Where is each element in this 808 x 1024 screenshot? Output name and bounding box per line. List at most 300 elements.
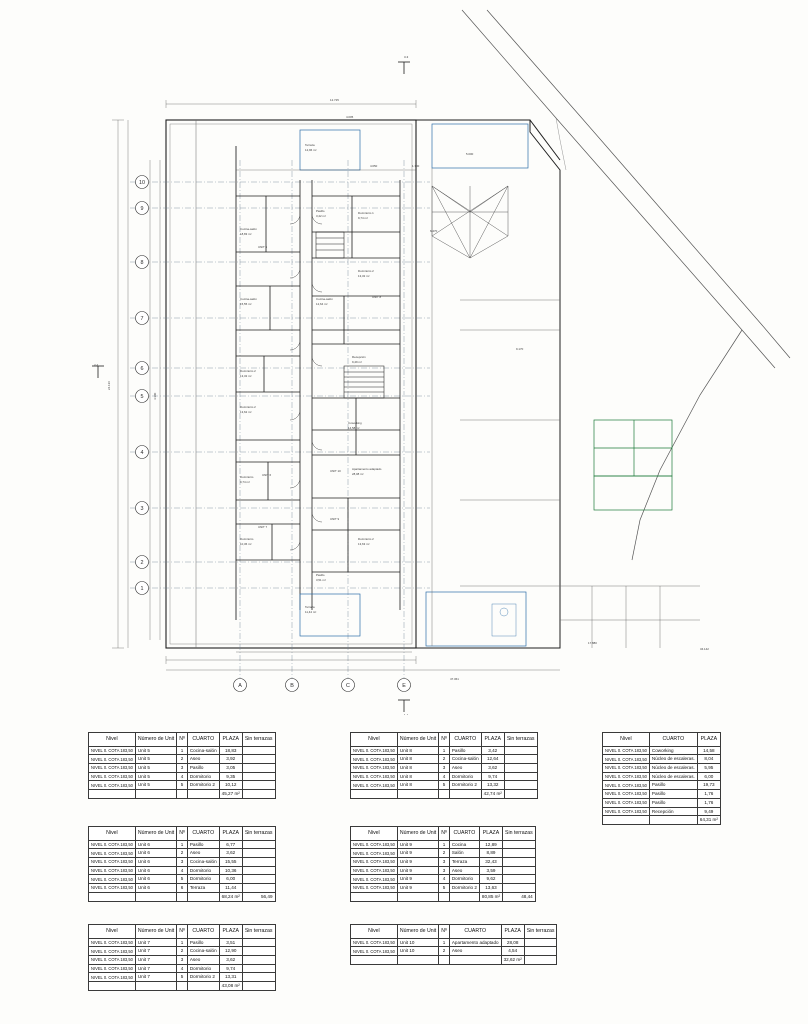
cell-number: 3: [177, 763, 188, 772]
cell-area: 18,83: [219, 746, 242, 755]
cell-room: Dormitorio: [449, 772, 481, 781]
svg-text:UNIT 6: UNIT 6: [262, 473, 272, 477]
cell-sin-terrazas: [242, 955, 275, 964]
cell-number: 1: [439, 840, 450, 849]
cell-room: Pasillo: [649, 798, 697, 807]
svg-text:28,08 m²: 28,08 m²: [352, 472, 364, 476]
table-row: [351, 763, 538, 772]
table-header-cell: Nº: [177, 925, 188, 939]
cell-area: 8,89: [479, 849, 502, 858]
table-row: [603, 790, 721, 799]
table-row: [603, 755, 721, 764]
cell-sin-terrazas: [524, 947, 557, 956]
cell-number: 2: [439, 755, 450, 764]
cell-number: 4: [439, 772, 450, 781]
cell-area: 10,12: [219, 781, 242, 790]
table-row: [351, 857, 536, 866]
cell-sin-terrazas: [242, 746, 275, 755]
svg-text:Dormitorio 2: Dormitorio 2: [240, 369, 256, 373]
cell-area: 3,62: [219, 849, 242, 858]
table-header-cell: PLAZA: [697, 733, 720, 747]
cell-room: Núcleo de escaleras.: [649, 763, 697, 772]
svg-text:UNIT 10: UNIT 10: [330, 469, 341, 473]
cell-nivel: NIVEL 0. COTA 183,50: [351, 746, 398, 755]
table-header-cell: Sin terrazas: [503, 827, 536, 841]
cell-unit: Unit 7: [135, 938, 176, 947]
cell-sin-terrazas: [503, 849, 536, 858]
svg-text:18,83 m²: 18,83 m²: [240, 232, 252, 236]
table-header-cell: CUARTO: [187, 733, 219, 747]
cell-sin-terrazas: [504, 755, 537, 764]
cell-nivel: NIVEL 0. COTA 183,50: [351, 755, 398, 764]
svg-text:3-3: 3-3: [404, 55, 409, 59]
table-header-cell: Nivel: [603, 733, 650, 747]
svg-text:47.361: 47.361: [450, 677, 459, 681]
cell-total: 80,85 m²: [479, 892, 502, 901]
svg-text:34.142: 34.142: [700, 647, 709, 651]
svg-text:6.470: 6.470: [430, 229, 438, 233]
cell-number: 5: [177, 875, 188, 884]
cell-sin-terrazas: [242, 884, 275, 893]
svg-text:13,32 m²: 13,32 m²: [240, 374, 252, 378]
table-total-row: [351, 955, 557, 964]
svg-text:Dormitorio: Dormitorio: [240, 537, 254, 541]
cell-area: 3,51: [219, 938, 242, 947]
cell-number: 5: [177, 973, 188, 982]
cell-sin-terrazas: [242, 772, 275, 781]
cell-room: Cocina-salón: [187, 947, 219, 956]
cell-room: Aseo: [449, 866, 479, 875]
cell-nivel: NIVEL 0. COTA 183,50: [89, 857, 136, 866]
table-header-cell: Sin terrazas: [242, 827, 275, 841]
cell-nivel: NIVEL 0. COTA 183,50: [351, 840, 398, 849]
cell-nivel: NIVEL 0. COTA 183,50: [351, 875, 398, 884]
table-row: [89, 947, 276, 956]
cell-room: Pasillo: [187, 763, 219, 772]
cell-room: Aseo: [187, 755, 219, 764]
cell-room: Salón: [449, 849, 479, 858]
cell-area: 11,44: [219, 884, 242, 893]
cell-total: 64,31 m²: [697, 816, 720, 825]
svg-text:17.880: 17.880: [588, 641, 597, 645]
table-header-cell: Sin terrazas: [242, 733, 275, 747]
cell-area: 9,62: [479, 875, 502, 884]
svg-text:9,74 m²: 9,74 m²: [358, 216, 368, 220]
cell-unit: Unit 10: [397, 938, 438, 947]
svg-text:Cocina-salón: Cocina-salón: [240, 297, 257, 301]
table-header-cell: Sin terrazas: [504, 733, 537, 747]
cell-area: 3,62: [219, 955, 242, 964]
table-unit-5: [88, 732, 276, 799]
cell-area: 12,89: [479, 840, 502, 849]
cell-number: 1: [177, 746, 188, 755]
cell-area: 13,32: [481, 781, 504, 790]
table-unit-6: [88, 826, 276, 902]
cell-nivel: NIVEL 0. COTA 183,50: [603, 807, 650, 816]
svg-text:Dormitorio 2: Dormitorio 2: [240, 405, 256, 409]
cell-unit: Unit 9: [397, 875, 438, 884]
svg-text:Cocina-salón: Cocina-salón: [316, 297, 333, 301]
cell-number: 4: [177, 964, 188, 973]
table-header-cell: Nº: [439, 827, 450, 841]
cell-area: 5,95: [697, 763, 720, 772]
cell-number: 4: [177, 866, 188, 875]
cell-sin-terrazas: [242, 973, 275, 982]
cell-sin-terrazas: [503, 866, 536, 875]
svg-text:6: 6: [140, 366, 144, 372]
cell-sin-terrazas: [504, 781, 537, 790]
svg-text:Terraza: Terraza: [305, 605, 315, 609]
cell-area: 12,90: [219, 947, 242, 956]
cell-nivel: NIVEL 0. COTA 183,50: [603, 781, 650, 790]
table-header-cell: Nivel: [351, 925, 398, 939]
table-header-cell: Nivel: [89, 925, 136, 939]
cell-room: Cocina-salón: [187, 857, 219, 866]
cell-sin-terrazas: [503, 857, 536, 866]
cell-number: 5: [439, 781, 450, 790]
table-row: [89, 964, 276, 973]
cell-nivel: NIVEL 0. COTA 183,50: [89, 746, 136, 755]
cell-sin-terrazas: [242, 947, 275, 956]
cell-nivel: NIVEL 0. COTA 183,50: [89, 964, 136, 973]
table-row: [351, 875, 536, 884]
svg-text:Apartamento adaptado: Apartamento adaptado: [352, 467, 382, 471]
cell-total-sin: [242, 790, 275, 799]
cell-room: Terraza: [449, 857, 479, 866]
table-row: [351, 884, 536, 893]
svg-text:24.136: 24.136: [107, 381, 111, 390]
cell-number: 2: [177, 755, 188, 764]
table-row: [351, 938, 557, 947]
table-header-cell: PLAZA: [219, 733, 242, 747]
schedule-tables: [0, 718, 808, 1024]
table-row: [603, 772, 721, 781]
svg-text:3,42 m²: 3,42 m²: [316, 214, 326, 218]
table-row: [89, 763, 276, 772]
cell-sin-terrazas: [503, 884, 536, 893]
cell-sin-terrazas: [524, 938, 557, 947]
table-header-cell: Sin terrazas: [524, 925, 557, 939]
svg-text:B: B: [290, 683, 294, 689]
table-header-cell: CUARTO: [449, 925, 501, 939]
table-header-cell: Número de Unit: [397, 925, 438, 939]
svg-text:7: 7: [140, 316, 144, 322]
cell-area: 32,43: [479, 857, 502, 866]
cell-sin-terrazas: [242, 781, 275, 790]
svg-text:4.300: 4.300: [153, 392, 157, 400]
cell-unit: Unit 5: [135, 755, 176, 764]
cell-sin-terrazas: [242, 964, 275, 973]
cell-area: 3,62: [481, 763, 504, 772]
table-total-row: [89, 892, 276, 901]
cell-nivel: NIVEL 0. COTA 183,50: [89, 955, 136, 964]
cell-room: Aseo: [449, 763, 481, 772]
table-row: [603, 798, 721, 807]
cell-sin-terrazas: [504, 746, 537, 755]
table-row: [89, 973, 276, 982]
cell-unit: Unit 10: [397, 947, 438, 956]
cell-nivel: NIVEL 0. COTA 183,50: [351, 866, 398, 875]
table-header-cell: Nº: [177, 733, 188, 747]
cell-nivel: NIVEL 0. COTA 183,50: [89, 947, 136, 956]
cell-area: 15,55: [219, 857, 242, 866]
cell-unit: Unit 7: [135, 955, 176, 964]
cell-total: 32,62 m²: [501, 955, 524, 964]
svg-text:1.700: 1.700: [412, 164, 420, 168]
cell-nivel: NIVEL 0. COTA 183,50: [89, 840, 136, 849]
cell-total: 45,27 m²: [219, 790, 242, 799]
cell-area: 3,92: [219, 755, 242, 764]
cell-room: Aseo: [187, 955, 219, 964]
table-row: [89, 840, 276, 849]
cell-sin-terrazas: [504, 772, 537, 781]
cell-unit: Unit 9: [397, 857, 438, 866]
cell-area: 1,76: [697, 798, 720, 807]
table-row: [89, 875, 276, 884]
cell-unit: Unit 8: [397, 781, 438, 790]
cell-nivel: NIVEL 0. COTA 183,50: [351, 763, 398, 772]
svg-text:5: 5: [140, 394, 144, 400]
cell-area: 8,04: [697, 755, 720, 764]
svg-text:10,36 m²: 10,36 m²: [240, 542, 252, 546]
svg-text:12,96 m²: 12,96 m²: [305, 148, 317, 152]
cell-unit: Unit 9: [397, 840, 438, 849]
cell-room: Aseo: [187, 849, 219, 858]
svg-text:C: C: [346, 683, 350, 689]
table-common-areas: [602, 732, 721, 825]
cell-area: 13,63: [479, 884, 502, 893]
cell-nivel: NIVEL 0. COTA 183,50: [351, 947, 398, 956]
svg-text:8: 8: [140, 260, 144, 266]
cell-number: 5: [439, 884, 450, 893]
cell-total: 42,74 m²: [481, 790, 504, 799]
table-row: [351, 772, 538, 781]
cell-area: 14,58: [697, 746, 720, 755]
cell-nivel: NIVEL 0. COTA 183,50: [603, 772, 650, 781]
svg-text:1: 1: [140, 586, 144, 592]
svg-text:13,32 m²: 13,32 m²: [358, 274, 370, 278]
cell-room: Coworking: [649, 746, 697, 755]
cell-sin-terrazas: [242, 849, 275, 858]
table-row: [89, 866, 276, 875]
table-total-row: [351, 892, 536, 901]
cell-number: 3: [177, 857, 188, 866]
cell-area: 6,00: [219, 875, 242, 884]
cell-unit: Unit 6: [135, 857, 176, 866]
cell-total: 68,24 m²: [219, 892, 242, 901]
cell-room: Apartamento adaptado: [449, 938, 501, 947]
cell-number: 6: [177, 884, 188, 893]
table-unit-9: [350, 826, 536, 902]
cell-number: 2: [439, 849, 450, 858]
svg-text:4.005: 4.005: [346, 115, 354, 119]
cell-number: 4: [177, 772, 188, 781]
svg-text:E: E: [402, 683, 406, 689]
cell-room: Núcleo de escaleras.: [649, 772, 697, 781]
table-row: [89, 884, 276, 893]
table-total-row: [89, 982, 276, 991]
cell-total-sin: 56,49: [242, 892, 275, 901]
cell-sin-terrazas: [504, 763, 537, 772]
cell-area: 1,76: [697, 790, 720, 799]
cell-sin-terrazas: [242, 866, 275, 875]
cell-room: Dormitorio: [449, 875, 479, 884]
cell-room: Dormitorio: [187, 875, 219, 884]
table-total-row: [351, 790, 538, 799]
svg-text:3: 3: [140, 506, 144, 512]
cell-unit: Unit 5: [135, 763, 176, 772]
cell-nivel: NIVEL 0. COTA 183,50: [89, 772, 136, 781]
svg-text:2: 2: [140, 560, 144, 566]
table-header-cell: Número de Unit: [397, 827, 438, 841]
cell-number: 2: [177, 849, 188, 858]
cell-area: 9,74: [219, 964, 242, 973]
cell-room: Pasillo: [449, 746, 481, 755]
cell-unit: Unit 8: [397, 763, 438, 772]
table-header-cell: Sin terrazas: [242, 925, 275, 939]
cell-unit: Unit 5: [135, 772, 176, 781]
cell-unit: Unit 6: [135, 866, 176, 875]
cell-unit: Unit 6: [135, 884, 176, 893]
svg-text:9: 9: [140, 206, 144, 212]
cell-nivel: NIVEL 0. COTA 183,50: [603, 798, 650, 807]
table-header-cell: CUARTO: [187, 827, 219, 841]
table-row: [603, 746, 721, 755]
svg-text:9,74 m²: 9,74 m²: [240, 480, 250, 484]
cell-number: 1: [177, 938, 188, 947]
cell-room: Aseo: [449, 947, 501, 956]
cell-unit: Unit 7: [135, 973, 176, 982]
cell-nivel: NIVEL 0. COTA 183,50: [89, 973, 136, 982]
svg-text:12,64 m²: 12,64 m²: [316, 302, 328, 306]
svg-text:A: A: [238, 683, 242, 689]
cell-nivel: NIVEL 0. COTA 183,50: [603, 790, 650, 799]
cell-number: 3: [177, 955, 188, 964]
cell-room: Dormitorio 2: [449, 884, 479, 893]
cell-unit: Unit 6: [135, 875, 176, 884]
cell-unit: Unit 9: [397, 866, 438, 875]
table-total-row: [89, 790, 276, 799]
cell-unit: Unit 7: [135, 947, 176, 956]
svg-text:UNIT 8: UNIT 8: [372, 295, 382, 299]
svg-text:10: 10: [139, 180, 145, 186]
table-row: [89, 955, 276, 964]
cell-unit: Unit 9: [397, 884, 438, 893]
table-header-cell: PLAZA: [219, 925, 242, 939]
svg-text:UNIT 9: UNIT 9: [330, 517, 340, 521]
table-header-cell: Número de Unit: [397, 733, 438, 747]
cell-area: 4,54: [501, 947, 524, 956]
cell-area: 13,31: [219, 973, 242, 982]
table-row: [351, 849, 536, 858]
table-unit-7: [88, 924, 276, 991]
cell-area: 9,74: [481, 772, 504, 781]
cell-unit: Unit 6: [135, 849, 176, 858]
cell-nivel: NIVEL 0. COTA 183,50: [89, 866, 136, 875]
cell-area: 28,08: [501, 938, 524, 947]
cell-sin-terrazas: [242, 857, 275, 866]
svg-text:1-1: 1-1: [404, 713, 409, 715]
svg-text:Dormitorio: Dormitorio: [240, 475, 254, 479]
cell-nivel: NIVEL 0. COTA 183,50: [603, 755, 650, 764]
cell-room: Terraza: [187, 884, 219, 893]
table-header-cell: Nivel: [351, 733, 398, 747]
cell-nivel: NIVEL 0. COTA 183,50: [351, 772, 398, 781]
table-row: [351, 947, 557, 956]
cell-area: 9,49: [697, 807, 720, 816]
cell-nivel: NIVEL 0. COTA 183,50: [351, 781, 398, 790]
table-header-cell: CUARTO: [187, 925, 219, 939]
cell-nivel: NIVEL 0. COTA 183,50: [89, 938, 136, 947]
cell-unit: Unit 5: [135, 746, 176, 755]
cell-room: Dormitorio: [187, 772, 219, 781]
cell-total: 43,08 m²: [219, 982, 242, 991]
svg-text:Cocina-salón: Cocina-salón: [240, 227, 257, 231]
cell-sin-terrazas: [503, 840, 536, 849]
cell-nivel: NIVEL 0. COTA 183,50: [351, 857, 398, 866]
table-header-cell: Nº: [439, 733, 450, 747]
svg-text:Dormitorio 2: Dormitorio 2: [358, 269, 374, 273]
cell-nivel: NIVEL 0. COTA 183,50: [89, 781, 136, 790]
cell-area: 6,00: [697, 772, 720, 781]
cell-room: Cocina-salón: [449, 755, 481, 764]
svg-text:14,58 m²: 14,58 m²: [348, 426, 360, 430]
cell-nivel: NIVEL 0. COTA 183,50: [603, 746, 650, 755]
table-header-cell: Nº: [177, 827, 188, 841]
cell-sin-terrazas: [242, 755, 275, 764]
svg-text:Terraza: Terraza: [305, 143, 315, 147]
svg-text:Recepción: Recepción: [352, 355, 366, 359]
svg-text:5.000: 5.000: [466, 152, 474, 156]
table-row: [89, 755, 276, 764]
cell-room: Núcleo de escaleras.: [649, 755, 697, 764]
cell-nivel: NIVEL 0. COTA 183,50: [351, 938, 398, 947]
cell-area: 6,77: [219, 840, 242, 849]
table-header-cell: Nivel: [89, 733, 136, 747]
cell-room: Pasillo: [649, 781, 697, 790]
table-header-cell: PLAZA: [219, 827, 242, 841]
table-row: [89, 746, 276, 755]
cell-total-sin: 48,44: [503, 892, 536, 901]
svg-text:15,55 m²: 15,55 m²: [240, 302, 252, 306]
table-row: [603, 763, 721, 772]
table-header-cell: PLAZA: [479, 827, 502, 841]
cell-room: Cocina-salón: [187, 746, 219, 755]
svg-text:9,49 m²: 9,49 m²: [352, 360, 362, 364]
table-row: [351, 840, 536, 849]
table-row: [351, 866, 536, 875]
cell-nivel: NIVEL 0. COTA 183,50: [89, 763, 136, 772]
cell-number: 3: [439, 857, 450, 866]
cell-area: 3,05: [219, 763, 242, 772]
cell-number: 3: [439, 763, 450, 772]
cell-nivel: NIVEL 0. COTA 183,50: [603, 763, 650, 772]
cell-room: Cocina: [449, 840, 479, 849]
cell-area: 3,42: [481, 746, 504, 755]
cell-unit: Unit 7: [135, 964, 176, 973]
cell-room: Pasillo: [649, 790, 697, 799]
cell-room: Dormitorio 2: [449, 781, 481, 790]
svg-text:Pasillo: Pasillo: [316, 573, 325, 577]
cell-sin-terrazas: [242, 763, 275, 772]
table-row: [89, 781, 276, 790]
svg-text:Coworking: Coworking: [348, 421, 362, 425]
cell-unit: Unit 8: [397, 746, 438, 755]
svg-text:4.650: 4.650: [370, 164, 378, 168]
cell-number: 3: [439, 866, 450, 875]
cell-sin-terrazas: [242, 875, 275, 884]
svg-text:11,44 m²: 11,44 m²: [305, 610, 317, 614]
